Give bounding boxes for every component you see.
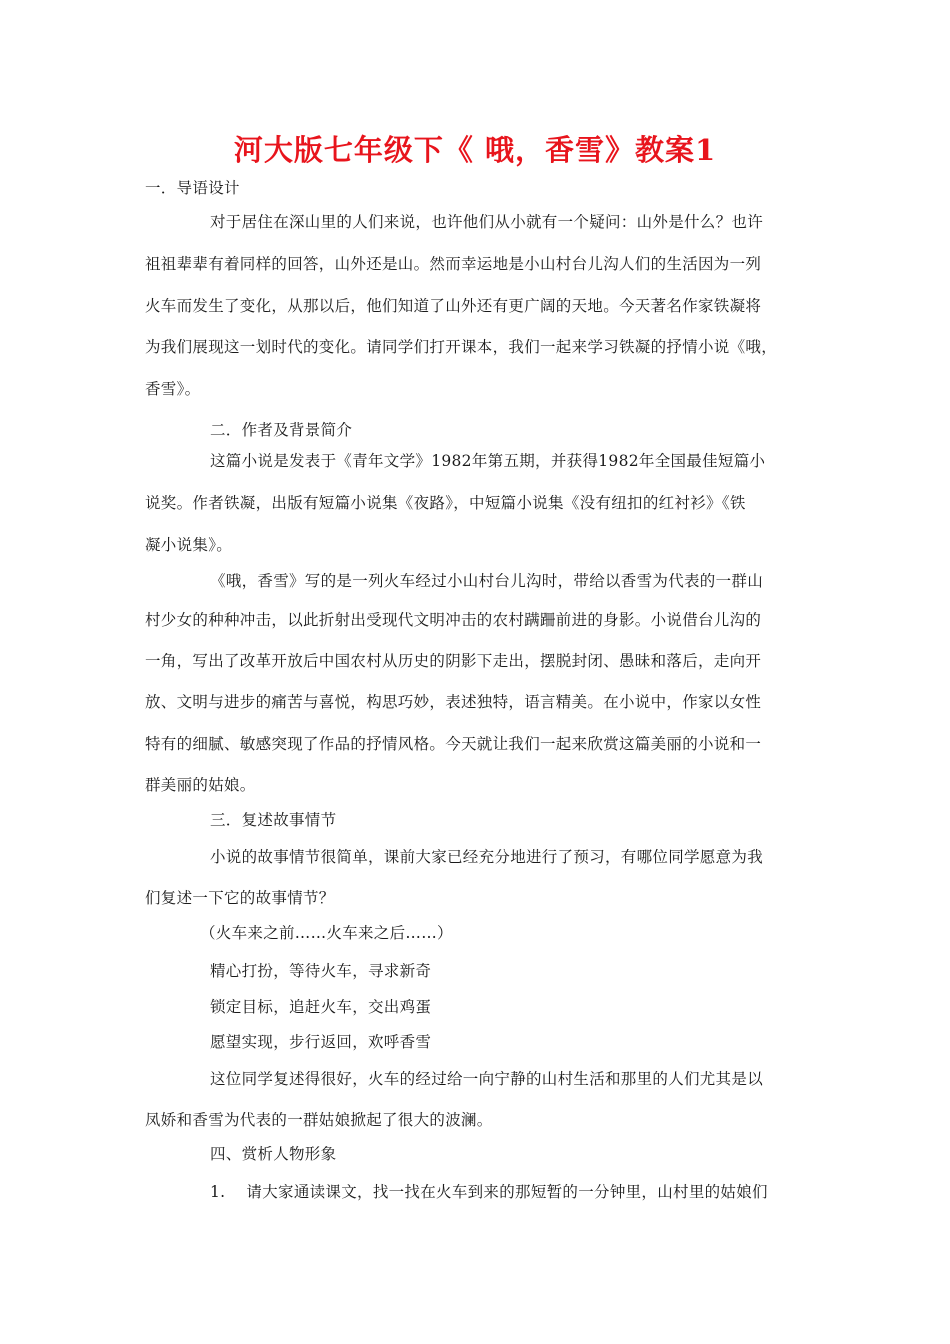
paragraph-line: 这篇小说是发表于《青年文学》1982年第五期，并获得1982年全国最佳短篇小 bbox=[210, 452, 766, 470]
document-title: 河大版七年级下《 哦，香雪》教案1 bbox=[233, 133, 717, 167]
plot-summary-line: 精心打扮，等待火车，寻求新奇 bbox=[210, 962, 432, 980]
paragraph-line: 1. 请大家通读课文，找一找在火车到来的那短暂的一分钟里，山村里的姑娘们 bbox=[210, 1183, 768, 1201]
paragraph-line: 《哦，香雪》写的是一列火车经过小山村台儿沟时，带给以香雪为代表的一群山 bbox=[210, 572, 764, 590]
paragraph-line: 凤娇和香雪为代表的一群姑娘掀起了很大的波澜。 bbox=[145, 1111, 493, 1129]
paragraph-line: 特有的细腻、敏感突现了作品的抒情风格。今天就让我们一起来欣赏这篇美丽的小说和一 bbox=[145, 735, 762, 753]
plot-summary-line: 锁定目标，追赶火车，交出鸡蛋 bbox=[210, 998, 432, 1016]
section-heading-3: 三．复述故事情节 bbox=[210, 811, 337, 829]
paragraph-line: 小说的故事情节很简单，课前大家已经充分地进行了预习，有哪位同学愿意为我 bbox=[210, 848, 764, 866]
paragraph-line: 这位同学复述得很好，火车的经过给一向宁静的山村生活和那里的人们尤其是以 bbox=[210, 1070, 764, 1088]
paragraph-line: （火车来之前……火车来之后……） bbox=[200, 924, 453, 942]
paragraph-line: 群美丽的姑娘。 bbox=[145, 776, 256, 794]
section-heading-4: 四、赏析人物形象 bbox=[210, 1145, 337, 1163]
paragraph-line: 火车而发生了变化，从那以后，他们知道了山外还有更广阔的天地。今天著名作家铁凝将 bbox=[145, 297, 762, 315]
paragraph-line: 凝小说集》。 bbox=[145, 536, 233, 554]
section-heading-2: 二．作者及背景简介 bbox=[210, 421, 353, 439]
paragraph-line: 为我们展现这一划时代的变化。请同学们打开课本，我们一起来学习铁凝的抒情小说《哦， bbox=[145, 338, 778, 356]
paragraph-line: 一角，写出了改革开放后中国农村从历史的阴影下走出，摆脱封闭、愚昧和落后，走向开 bbox=[145, 652, 762, 670]
paragraph-line: 村少女的种种冲击，以此折射出受现代文明冲击的农村蹒跚前进的身影。小说借台儿沟的 bbox=[145, 611, 762, 629]
paragraph-line: 们复述一下它的故事情节？ bbox=[145, 889, 335, 907]
paragraph-line: 香雪》。 bbox=[145, 380, 201, 398]
paragraph-line: 祖祖辈辈有着同样的回答，山外还是山。然而幸运地是小山村台儿沟人们的生活因为一列 bbox=[145, 255, 762, 273]
section-heading-1: 一．导语设计 bbox=[145, 179, 240, 197]
paragraph-line: 说奖。作者铁凝，出版有短篇小说集《夜路》，中短篇小说集《没有纽扣的红衬衫》《铁 bbox=[145, 494, 746, 512]
plot-summary-line: 愿望实现，步行返回，欢呼香雪 bbox=[210, 1033, 432, 1051]
paragraph-line: 放、文明与进步的痛苦与喜悦，构思巧妙，表述独特，语言精美。在小说中，作家以女性 bbox=[145, 693, 762, 711]
paragraph-line: 对于居住在深山里的人们来说，也许他们从小就有一个疑问：山外是什么？也许 bbox=[210, 213, 764, 231]
